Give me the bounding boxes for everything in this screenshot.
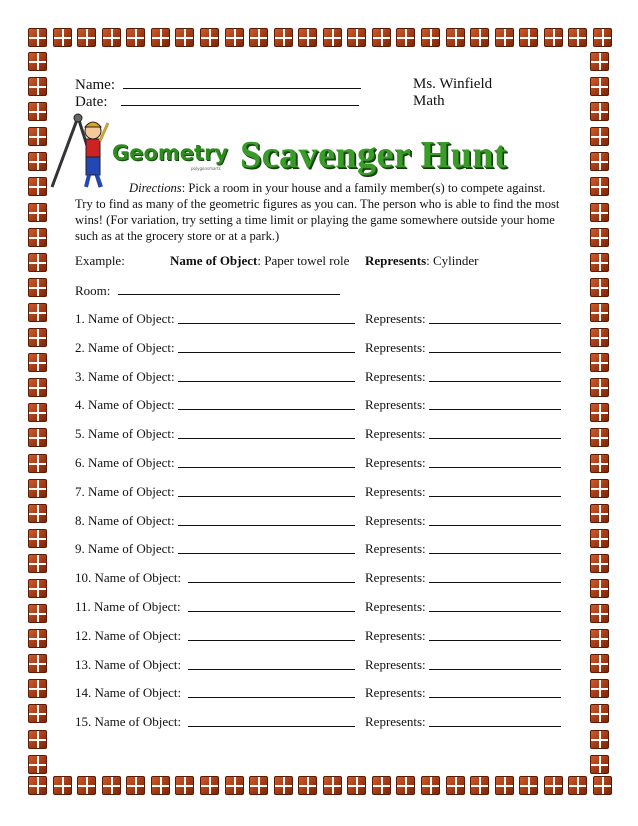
- border-block-icon: [28, 152, 47, 171]
- object-name-field[interactable]: [75, 311, 175, 327]
- border-block-icon: [590, 479, 609, 498]
- page-border-right: [590, 52, 612, 774]
- date-field[interactable]: [75, 93, 359, 111]
- border-block-icon: [590, 102, 609, 121]
- border-block-icon: [28, 28, 47, 47]
- object-name-field[interactable]: [75, 484, 175, 500]
- border-block-icon: [28, 228, 47, 247]
- represents-label: Represents:: [365, 570, 426, 586]
- object-name-blank[interactable]: [178, 340, 355, 353]
- object-name-blank[interactable]: [178, 369, 355, 382]
- border-block-icon: [249, 776, 268, 795]
- border-block-icon: [225, 28, 244, 47]
- represents-label: Represents:: [365, 541, 426, 557]
- represents-field[interactable]: [365, 426, 426, 442]
- border-block-icon: [28, 776, 47, 795]
- border-block-icon: [28, 303, 47, 322]
- represents-field[interactable]: [365, 541, 426, 557]
- object-name-blank[interactable]: [188, 570, 355, 583]
- directions-text: : Pick a room in your house and a family member(s) to compete against. Try to find as many of the geometric figures as you can. The person who is able to find the most wins! (For variation, try setting a time limit or playing the game somewhere outside your home such as at the grocery store or at a park.): [75, 181, 560, 243]
- example-object-label: Name of Object: [170, 253, 258, 268]
- border-block-icon: [372, 28, 391, 47]
- title-geometry: Geometry: [112, 141, 229, 165]
- represents-blank[interactable]: [429, 657, 561, 670]
- border-block-icon: [590, 253, 609, 272]
- border-block-icon: [590, 52, 609, 71]
- border-block-icon: [593, 776, 612, 795]
- border-block-icon: [28, 428, 47, 447]
- border-block-icon: [28, 454, 47, 473]
- border-block-icon: [28, 177, 47, 196]
- object-name-label: 8. Name of Object:: [75, 512, 175, 528]
- object-name-blank[interactable]: [178, 541, 355, 554]
- border-block-icon: [53, 28, 72, 47]
- represents-label: Represents:: [365, 685, 426, 701]
- object-name-label: 6. Name of Object:: [75, 455, 175, 470]
- represents-blank[interactable]: [429, 455, 561, 468]
- border-block-icon: [28, 554, 47, 573]
- represents-label: Represents:: [365, 627, 426, 643]
- object-name-label: 10. Name of Object:: [75, 570, 182, 586]
- border-block-icon: [77, 776, 96, 795]
- date-blank[interactable]: [121, 93, 359, 106]
- border-block-icon: [28, 604, 47, 623]
- border-block-icon: [28, 253, 47, 272]
- border-block-icon: [28, 479, 47, 498]
- border-block-icon: [590, 554, 609, 573]
- room-field[interactable]: [75, 282, 340, 299]
- page-border-bottom: [28, 776, 612, 798]
- object-name-field[interactable]: [75, 541, 175, 557]
- represents-label: Represents:: [365, 656, 426, 672]
- object-name-blank[interactable]: [188, 599, 355, 612]
- represents-label: Represents:: [365, 483, 426, 499]
- subject-name: Math: [413, 93, 445, 109]
- border-block-icon: [151, 28, 170, 47]
- border-block-icon: [28, 755, 47, 774]
- object-name-label: 11. Name of Object:: [75, 599, 181, 614]
- represents-field[interactable]: [365, 570, 426, 586]
- border-block-icon: [28, 730, 47, 749]
- border-block-icon: [274, 776, 293, 795]
- border-block-icon: [590, 203, 609, 222]
- title-geometry-sub: polygonsmarts: [191, 166, 221, 171]
- object-name-blank[interactable]: [178, 426, 355, 439]
- object-name-label: 3. Name of Object:: [75, 368, 175, 384]
- border-block-icon: [470, 776, 489, 795]
- border-block-icon: [28, 679, 47, 698]
- title-scavenger-hunt: Scavenger Hunt: [240, 134, 508, 176]
- border-block-icon: [28, 629, 47, 648]
- border-block-icon: [28, 77, 47, 96]
- border-block-icon: [28, 203, 47, 222]
- represents-label: Represents:: [365, 368, 426, 384]
- represents-blank[interactable]: [429, 599, 561, 612]
- represents-blank[interactable]: [429, 541, 561, 554]
- example-represents-label: Represents: [365, 253, 427, 268]
- border-block-icon: [200, 776, 219, 795]
- border-block-icon: [590, 353, 609, 372]
- object-name-label: 15. Name of Object:: [75, 714, 182, 730]
- object-name-field[interactable]: [75, 570, 181, 586]
- object-name-blank[interactable]: [188, 685, 355, 698]
- represents-label: Represents:: [365, 455, 426, 470]
- border-block-icon: [77, 28, 96, 47]
- teacher-name: Ms. Winfield: [413, 76, 493, 92]
- border-block-icon: [519, 776, 538, 795]
- border-block-icon: [590, 579, 609, 598]
- border-block-icon: [590, 755, 609, 774]
- border-block-icon: [544, 28, 563, 47]
- object-name-label: 12. Name of Object:: [75, 627, 182, 643]
- represents-label: Represents:: [365, 599, 426, 614]
- border-block-icon: [126, 28, 145, 47]
- border-block-icon: [421, 776, 440, 795]
- border-block-icon: [28, 278, 47, 297]
- object-name-blank[interactable]: [188, 714, 355, 727]
- border-block-icon: [590, 403, 609, 422]
- border-block-icon: [590, 654, 609, 673]
- object-name-field[interactable]: [75, 369, 175, 385]
- border-block-icon: [28, 102, 47, 121]
- border-block-icon: [151, 776, 170, 795]
- border-block-icon: [590, 378, 609, 397]
- represents-blank[interactable]: [429, 714, 561, 727]
- border-block-icon: [175, 776, 194, 795]
- name-label: Name:: [75, 77, 115, 93]
- example-object: [170, 253, 349, 269]
- object-name-field[interactable]: [75, 426, 175, 442]
- border-block-icon: [175, 28, 194, 47]
- represents-field[interactable]: [365, 599, 426, 615]
- object-name-label: 1. Name of Object:: [75, 311, 175, 326]
- represents-blank[interactable]: [429, 685, 561, 698]
- represents-label: Represents:: [365, 714, 426, 730]
- object-name-field[interactable]: [75, 513, 175, 529]
- border-block-icon: [590, 629, 609, 648]
- border-block-icon: [495, 776, 514, 795]
- object-name-label: 5. Name of Object:: [75, 426, 175, 442]
- represents-label: Represents:: [365, 512, 426, 528]
- page-border-top: [28, 28, 612, 50]
- represents-blank[interactable]: [429, 513, 561, 526]
- represents-label: Represents:: [365, 339, 426, 355]
- name-blank[interactable]: [123, 76, 361, 89]
- border-block-icon: [590, 428, 609, 447]
- object-name-label: 4. Name of Object:: [75, 397, 175, 413]
- object-name-field[interactable]: [75, 599, 181, 615]
- date-label: Date:: [75, 94, 108, 110]
- border-block-icon: [323, 28, 342, 47]
- object-name-blank[interactable]: [188, 628, 355, 641]
- room-blank[interactable]: [118, 282, 340, 295]
- border-block-icon: [28, 704, 47, 723]
- object-name-label: 14. Name of Object:: [75, 685, 182, 701]
- border-block-icon: [421, 28, 440, 47]
- border-block-icon: [347, 28, 366, 47]
- example-label: Example:: [75, 253, 125, 268]
- border-block-icon: [519, 28, 538, 47]
- border-block-icon: [28, 353, 47, 372]
- represents-field[interactable]: [365, 369, 426, 385]
- border-block-icon: [446, 28, 465, 47]
- border-block-icon: [590, 303, 609, 322]
- border-block-icon: [593, 28, 612, 47]
- border-block-icon: [446, 776, 465, 795]
- represents-label: Represents:: [365, 397, 426, 413]
- border-block-icon: [590, 328, 609, 347]
- border-block-icon: [28, 654, 47, 673]
- border-block-icon: [28, 529, 47, 548]
- border-block-icon: [102, 776, 121, 795]
- represents-field[interactable]: [365, 455, 426, 471]
- border-block-icon: [249, 28, 268, 47]
- border-block-icon: [568, 776, 587, 795]
- object-name-field[interactable]: [75, 340, 175, 356]
- represents-field[interactable]: [365, 340, 426, 356]
- object-name-label: 13. Name of Object:: [75, 656, 182, 672]
- border-block-icon: [200, 28, 219, 47]
- object-name-label: 9. Name of Object:: [75, 541, 175, 557]
- object-name-field[interactable]: [75, 657, 181, 673]
- border-block-icon: [590, 529, 609, 548]
- object-name-blank[interactable]: [178, 484, 355, 497]
- object-name-label: 7. Name of Object:: [75, 483, 175, 499]
- border-block-icon: [590, 730, 609, 749]
- example-represents: [365, 253, 479, 269]
- represents-blank[interactable]: [429, 570, 561, 583]
- border-block-icon: [28, 579, 47, 598]
- room-label: Room:: [75, 283, 111, 298]
- object-name-field[interactable]: [75, 397, 175, 413]
- represents-blank[interactable]: [429, 369, 561, 382]
- border-block-icon: [590, 77, 609, 96]
- border-block-icon: [590, 228, 609, 247]
- directions-label: Directions: [129, 181, 182, 195]
- name-field[interactable]: [75, 76, 361, 94]
- border-block-icon: [102, 28, 121, 47]
- border-block-icon: [274, 28, 293, 47]
- border-block-icon: [544, 776, 563, 795]
- represents-label: Represents:: [365, 311, 426, 326]
- represents-field[interactable]: [365, 397, 426, 413]
- represents-field[interactable]: [365, 513, 426, 529]
- page-border-left: [28, 52, 50, 774]
- object-name-label: 2. Name of Object:: [75, 339, 175, 355]
- object-name-blank[interactable]: [178, 513, 355, 526]
- border-block-icon: [28, 328, 47, 347]
- border-block-icon: [590, 504, 609, 523]
- directions-paragraph: [75, 180, 565, 244]
- represents-field[interactable]: [365, 628, 426, 644]
- border-block-icon: [590, 704, 609, 723]
- represents-field[interactable]: [365, 685, 426, 701]
- represents-blank[interactable]: [429, 426, 561, 439]
- represents-label: Represents:: [365, 426, 426, 442]
- border-block-icon: [126, 776, 145, 795]
- represents-blank[interactable]: [429, 397, 561, 410]
- border-block-icon: [495, 28, 514, 47]
- represents-blank[interactable]: [429, 311, 561, 324]
- object-name-field[interactable]: [75, 714, 181, 730]
- object-name-field[interactable]: [75, 628, 181, 644]
- border-block-icon: [28, 378, 47, 397]
- border-block-icon: [396, 28, 415, 47]
- represents-blank[interactable]: [429, 484, 561, 497]
- represents-field[interactable]: [365, 311, 426, 327]
- border-block-icon: [470, 28, 489, 47]
- border-block-icon: [28, 403, 47, 422]
- border-block-icon: [590, 152, 609, 171]
- example-represents-value: : Cylinder: [426, 253, 479, 268]
- border-block-icon: [568, 28, 587, 47]
- border-block-icon: [28, 504, 47, 523]
- example-object-value: : Paper towel role: [257, 253, 350, 268]
- represents-blank[interactable]: [429, 340, 561, 353]
- object-name-blank[interactable]: [178, 311, 355, 324]
- border-block-icon: [347, 776, 366, 795]
- border-block-icon: [590, 679, 609, 698]
- border-block-icon: [372, 776, 391, 795]
- border-block-icon: [28, 127, 47, 146]
- border-block-icon: [590, 454, 609, 473]
- border-block-icon: [590, 604, 609, 623]
- represents-field[interactable]: [365, 714, 426, 730]
- object-name-field[interactable]: [75, 685, 181, 701]
- border-block-icon: [590, 177, 609, 196]
- represents-blank[interactable]: [429, 628, 561, 641]
- border-block-icon: [396, 776, 415, 795]
- object-name-blank[interactable]: [178, 455, 355, 468]
- border-block-icon: [225, 776, 244, 795]
- border-block-icon: [323, 776, 342, 795]
- object-name-blank[interactable]: [188, 657, 355, 670]
- represents-field[interactable]: [365, 657, 426, 673]
- object-name-blank[interactable]: [178, 397, 355, 410]
- border-block-icon: [590, 127, 609, 146]
- border-block-icon: [298, 28, 317, 47]
- object-name-field[interactable]: [75, 455, 175, 471]
- represents-field[interactable]: [365, 484, 426, 500]
- border-block-icon: [590, 278, 609, 297]
- border-block-icon: [53, 776, 72, 795]
- border-block-icon: [298, 776, 317, 795]
- border-block-icon: [28, 52, 47, 71]
